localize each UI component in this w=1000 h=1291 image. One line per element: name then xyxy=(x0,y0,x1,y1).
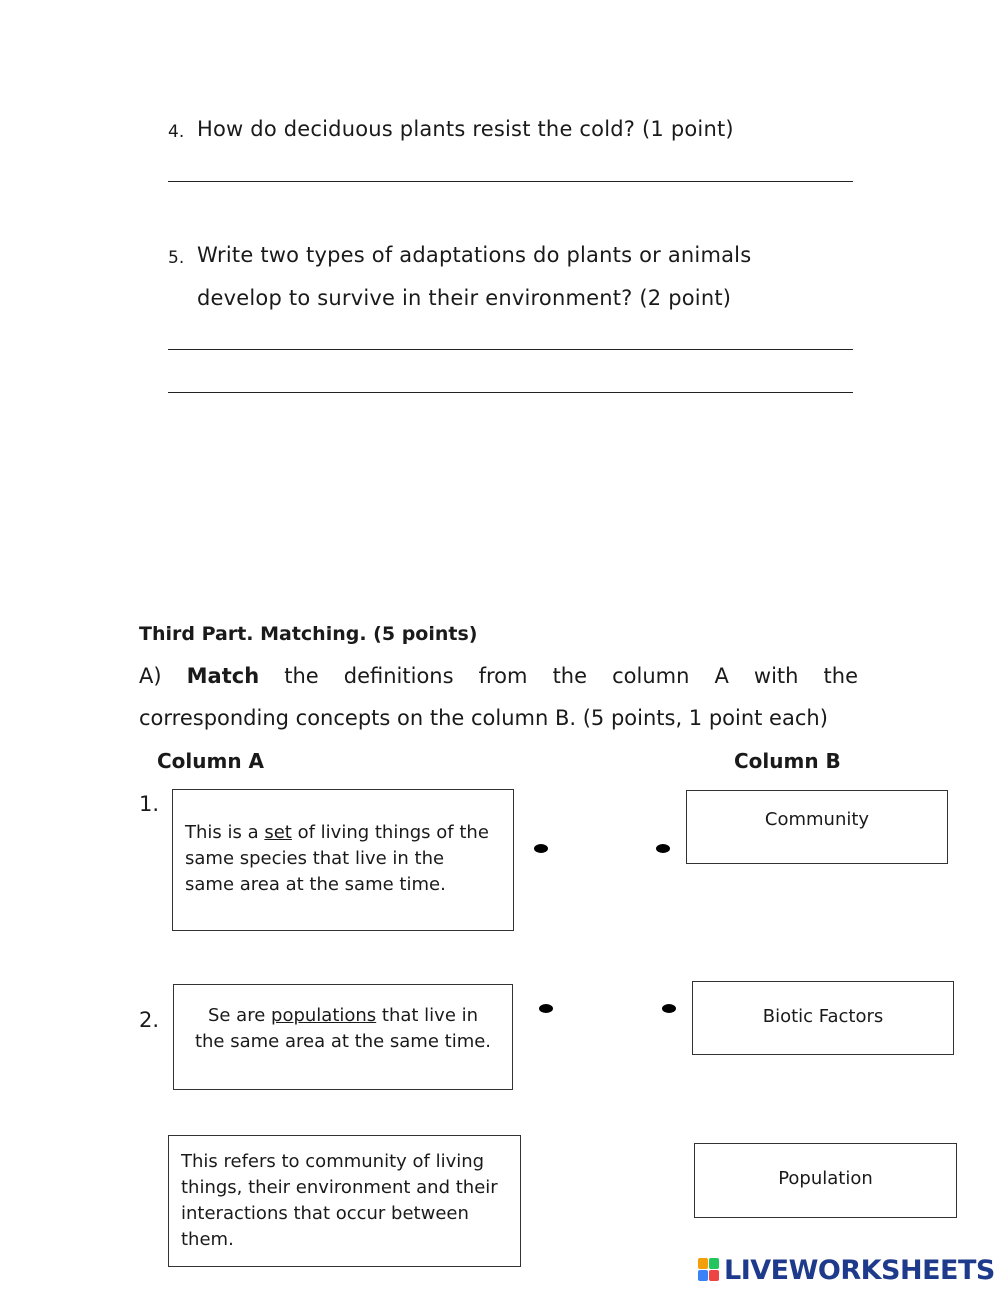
definition-3-text: This refers to community of living things, their environment and their interactions that occur between them. xyxy=(181,1151,498,1250)
question-5-number: 5. xyxy=(168,248,185,268)
definition-box-1 xyxy=(172,789,514,931)
definition-box-2 xyxy=(173,984,513,1090)
concept-box-3 xyxy=(694,1143,957,1218)
question-5-text-line2: develop to survive in their environment? (2 point) xyxy=(197,286,732,310)
answer-line-q4[interactable] xyxy=(168,181,853,182)
definition-1-number: 1. xyxy=(139,792,160,816)
logo-blocks-icon xyxy=(698,1258,720,1282)
definition-box-3 xyxy=(168,1135,521,1267)
match-dot-b1[interactable] xyxy=(656,844,670,853)
match-dot-a1[interactable] xyxy=(534,844,548,853)
logo-text: LIVEWORKSHEETS xyxy=(724,1254,995,1286)
concept-2-label: Biotic Factors xyxy=(762,1006,884,1027)
concept-box-1 xyxy=(686,790,948,864)
answer-line-q5-2[interactable] xyxy=(168,392,853,393)
definition-2-text: Se are populations that live in the same area at the same time. xyxy=(194,1005,492,1052)
match-dot-b2[interactable] xyxy=(662,1004,676,1013)
match-dot-a2[interactable] xyxy=(539,1004,553,1013)
column-a-heading: Column A xyxy=(157,749,265,773)
concept-3-label: Population xyxy=(778,1168,873,1189)
section-heading: Third Part. Matching. (5 points) xyxy=(139,623,478,645)
question-4-number: 4. xyxy=(168,122,185,142)
definition-2-number: 2. xyxy=(139,1008,160,1032)
instruction-line1: A) Match the definitions from the column A with the xyxy=(139,664,858,688)
concept-box-2 xyxy=(692,981,954,1055)
question-4-text: How do deciduous plants resist the cold? (1 point) xyxy=(197,117,734,141)
answer-line-q5-1[interactable] xyxy=(168,349,853,350)
instruction-line2: corresponding concepts on the column B. (5 points, 1 point each) xyxy=(139,706,828,730)
liveworksheets-logo xyxy=(698,1255,995,1285)
concept-1-label: Community xyxy=(764,809,870,830)
question-5-text-line1: Write two types of adaptations do plants or animals xyxy=(197,243,752,267)
column-b-heading: Column B xyxy=(734,749,841,773)
definition-1-text: This is a set of living things of the same species that live in the same area at the same time. xyxy=(185,822,489,895)
